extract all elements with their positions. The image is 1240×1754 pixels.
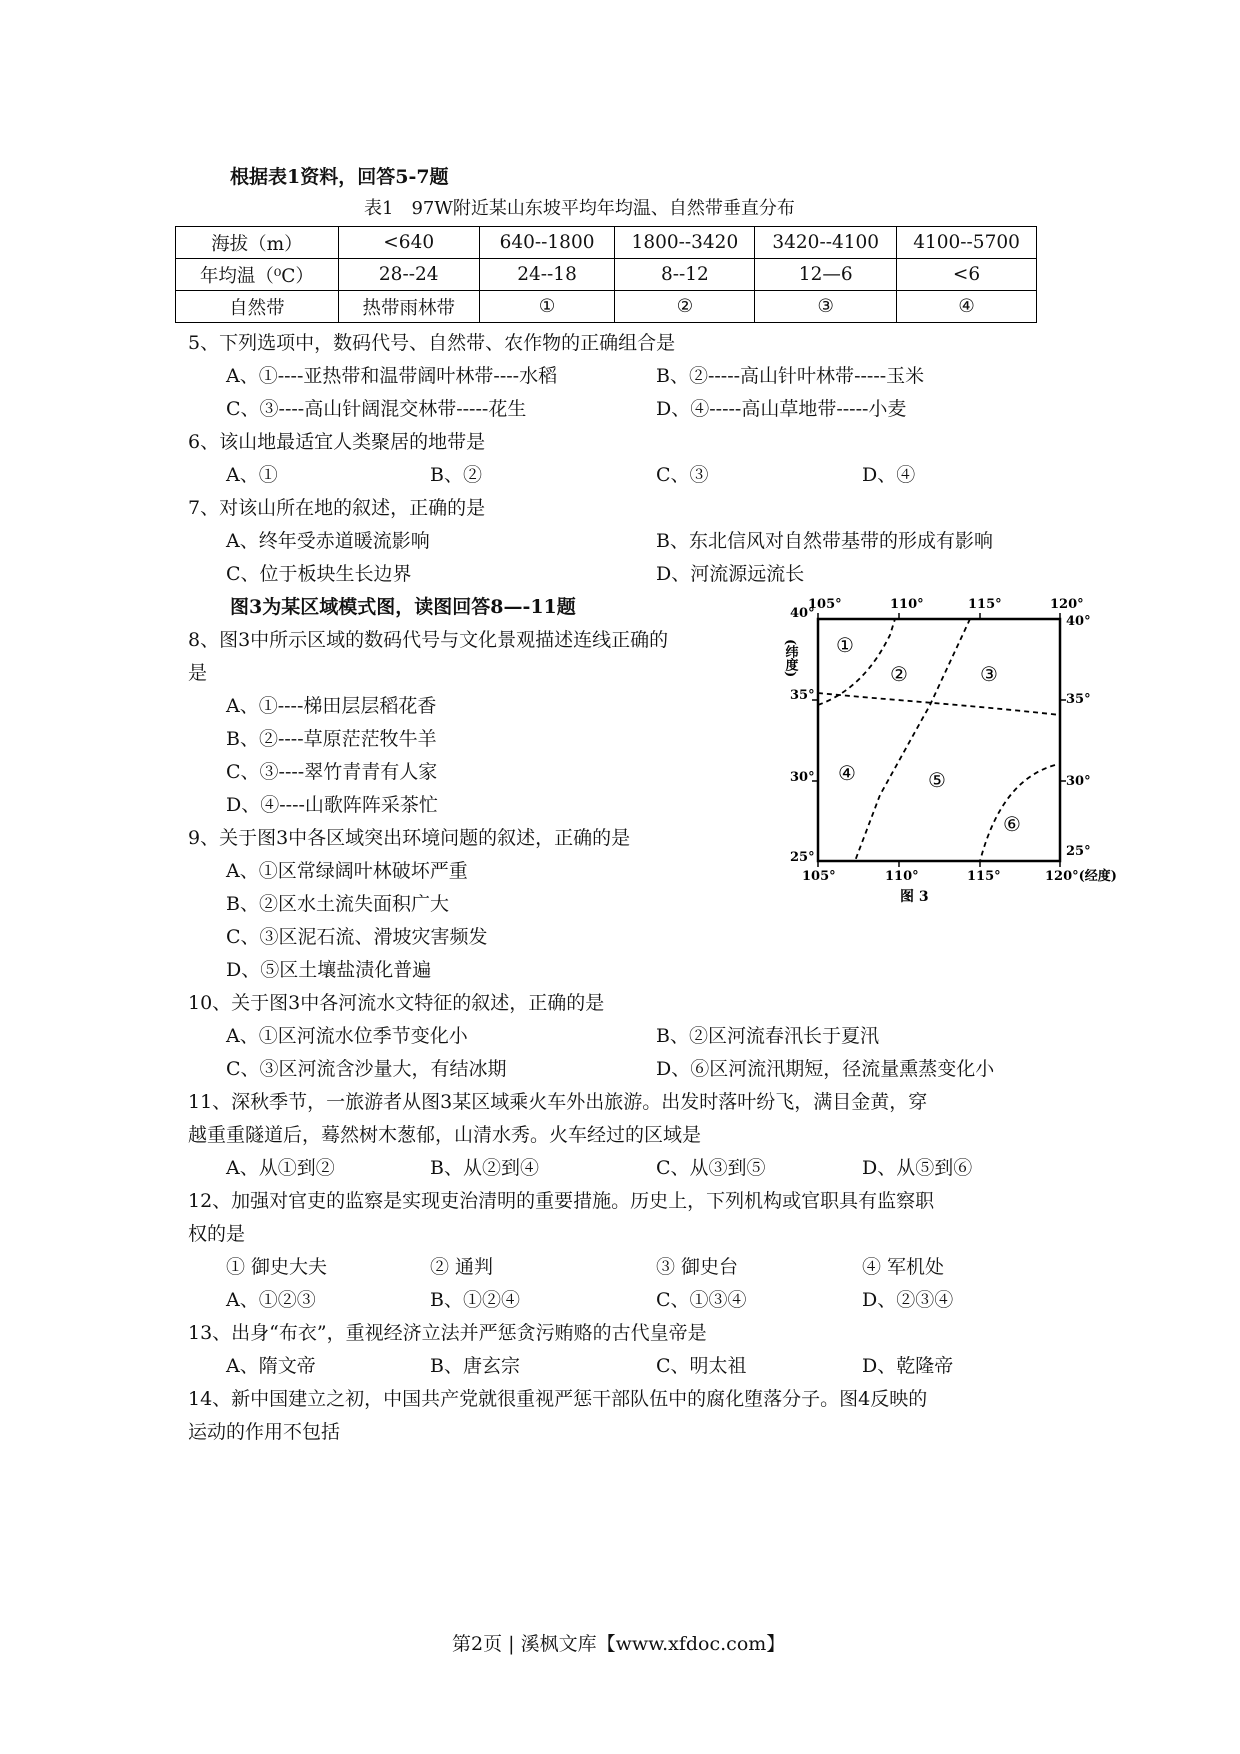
question-stem-cont: 越重重隧道后，蓦然树木葱郁，山清水秀。火车经过的区域是 xyxy=(188,1124,702,1146)
option-a: A、①----梯田层层稻花香 xyxy=(226,695,437,717)
tick-label: 115° xyxy=(967,869,1001,884)
question-stem: 7、对该山所在地的叙述，正确的是 xyxy=(188,497,486,519)
tick-label: 40° xyxy=(1066,614,1091,629)
table-cell: <640 xyxy=(338,227,479,259)
tick-label: 120° xyxy=(1050,597,1084,612)
table-cell: 24--18 xyxy=(479,259,615,291)
tick-label: 40° xyxy=(790,606,815,621)
tick-label: 105° xyxy=(808,597,842,612)
table-cell: 12—6 xyxy=(755,259,897,291)
map-frame xyxy=(818,619,1060,861)
section-title: 根据表1资料，回答5-7题 xyxy=(230,166,449,188)
question-stem: 5、下列选项中，数码代号、自然带、农作物的正确组合是 xyxy=(188,332,676,354)
question-stem: 8、图3中所示区域的数码代号与文化景观描述连线正确的 xyxy=(188,629,669,651)
question-stem: 11、深秋季节，一旅游者从图3某区域乘火车外出旅游。出发时落叶纷飞，满目金黄，穿 xyxy=(188,1091,928,1113)
option-c: C、①③④ xyxy=(656,1289,747,1311)
tick-label: 25° xyxy=(790,850,815,865)
tick-label: 115° xyxy=(968,597,1002,612)
tick-label: 110° xyxy=(885,869,919,884)
question-stem: 6、该山地最适宜人类聚居的地带是 xyxy=(188,431,486,453)
item-4: ④ 军机处 xyxy=(862,1256,945,1278)
item-2: ② 通判 xyxy=(430,1256,494,1278)
table-cell: 640--1800 xyxy=(479,227,615,259)
page-footer: 第2页 | 溪枫文库【www.xfdoc.com】 xyxy=(452,1633,786,1655)
option-c: C、③----翠竹青青有人家 xyxy=(226,761,438,783)
question-stem: 9、关于图3中各区域突出环境问题的叙述，正确的是 xyxy=(188,827,631,849)
table-cell: <6 xyxy=(897,259,1037,291)
table-cell: ④ xyxy=(897,291,1037,323)
tick-label: 30° xyxy=(790,770,815,785)
option-b: B、②区河流春汛长于夏汛 xyxy=(656,1025,879,1047)
tick-label: 35° xyxy=(1066,692,1091,707)
item-3: ③ 御史台 xyxy=(656,1256,739,1278)
region-label: ① xyxy=(836,633,854,657)
option-b: B、东北信风对自然带基带的形成有影响 xyxy=(656,530,993,552)
option-c: C、明太祖 xyxy=(656,1355,747,1377)
option-c: C、③----高山针阔混交林带-----花生 xyxy=(226,398,527,420)
option-a: A、①----亚热带和温带阔叶林带----水稻 xyxy=(226,365,558,387)
option-d: D、⑥区河流汛期短，径流量熏蒸变化小 xyxy=(656,1058,995,1080)
table-cell: 4100--5700 xyxy=(897,227,1037,259)
boundary-line xyxy=(855,619,970,861)
question-stem: 14、新中国建立之初，中国共产党就很重视严惩干部队伍中的腐化堕落分子。图4反映的 xyxy=(188,1388,928,1410)
option-b: B、从②到④ xyxy=(430,1157,539,1179)
option-b: B、②区水土流失面积广大 xyxy=(226,893,449,915)
table-row xyxy=(176,227,1037,259)
table-row xyxy=(176,259,1037,291)
region-label: ④ xyxy=(838,761,856,785)
option-a: A、从①到② xyxy=(226,1157,335,1179)
tick-label: 25° xyxy=(1066,844,1091,859)
region-label: ⑥ xyxy=(1003,812,1021,836)
option-d: D、④-----高山草地带-----小麦 xyxy=(656,398,907,420)
item-1: ① 御史大夫 xyxy=(226,1256,328,1278)
tick-label: 35° xyxy=(790,688,815,703)
question-stem-cont: 运动的作用不包括 xyxy=(188,1421,341,1443)
table-cell: 28--24 xyxy=(338,259,479,291)
question-stem-cont: 是 xyxy=(188,662,208,684)
tick-label: 30° xyxy=(1066,774,1091,789)
region-map xyxy=(770,595,1130,905)
option-a: A、终年受赤道暖流影响 xyxy=(226,530,430,552)
table-cell: ① xyxy=(479,291,615,323)
option-c: C、③区河流含沙量大，有结冰期 xyxy=(226,1058,507,1080)
table-cell: 海拔（m） xyxy=(176,227,339,259)
option-b: B、①②④ xyxy=(430,1289,520,1311)
option-a: A、① xyxy=(226,464,278,486)
option-d: D、⑤区土壤盐渍化普遍 xyxy=(226,959,432,981)
table-cell: 自然带 xyxy=(176,291,339,323)
option-d: D、乾隆帝 xyxy=(862,1355,954,1377)
region-boundaries xyxy=(818,619,1060,861)
option-b: B、②-----高山针叶林带-----玉米 xyxy=(656,365,925,387)
option-a: A、①区河流水位季节变化小 xyxy=(226,1025,468,1047)
option-c: C、③ xyxy=(656,464,709,486)
table-cell: 热带雨林带 xyxy=(338,291,479,323)
table-cell: 3420--4100 xyxy=(755,227,897,259)
option-c: C、③区泥石流、滑坡灾害频发 xyxy=(226,926,488,948)
question-stem: 13、出身“布衣”，重视经济立法并严惩贪污贿赂的古代皇帝是 xyxy=(188,1322,707,1344)
region-map-figure xyxy=(770,595,1130,905)
table-cell: 1800--3420 xyxy=(615,227,755,259)
table-row xyxy=(176,291,1037,323)
region-label: ② xyxy=(890,662,908,686)
option-b: B、② xyxy=(430,464,482,486)
region-label: ③ xyxy=(980,662,998,686)
boundary-line xyxy=(818,619,895,705)
figure-caption: 图 3 xyxy=(900,889,929,905)
latitude-label: (纬度) xyxy=(782,639,798,678)
table-cell: 年均温（⁰C） xyxy=(176,259,339,291)
tick-label: 105° xyxy=(802,869,836,884)
table-cell: ③ xyxy=(755,291,897,323)
option-d: D、②③④ xyxy=(862,1289,954,1311)
section-title: 图3为某区域模式图，读图回答8—-11题 xyxy=(230,596,576,618)
boundary-line xyxy=(818,693,1060,715)
question-stem: 10、关于图3中各河流水文特征的叙述，正确的是 xyxy=(188,992,605,1014)
option-a: A、①②③ xyxy=(226,1289,316,1311)
option-d: D、④----山歌阵阵采茶忙 xyxy=(226,794,438,816)
data-table xyxy=(175,226,1037,323)
option-d: D、从⑤到⑥ xyxy=(862,1157,973,1179)
option-a: A、①区常绿阔叶林破坏严重 xyxy=(226,860,468,882)
option-a: A、隋文帝 xyxy=(226,1355,316,1377)
table-cell: 8--12 xyxy=(615,259,755,291)
tick-label: 110° xyxy=(890,597,924,612)
question-stem: 12、加强对官吏的监察是实现吏治清明的重要措施。历史上，下列机构或官职具有监察职 xyxy=(188,1190,935,1212)
option-c: C、从③到⑤ xyxy=(656,1157,766,1179)
region-label: ⑤ xyxy=(928,768,946,792)
option-c: C、位于板块生长边界 xyxy=(226,563,412,585)
option-b: B、②----草原茫茫牧牛羊 xyxy=(226,728,437,750)
option-d: D、④ xyxy=(862,464,916,486)
option-b: B、唐玄宗 xyxy=(430,1355,520,1377)
question-stem-cont: 权的是 xyxy=(188,1223,246,1245)
option-d: D、河流源远流长 xyxy=(656,563,805,585)
table-caption: 表1 97W附近某山东坡平均年均温、自然带垂直分布 xyxy=(364,198,795,219)
tick-label: 120°(经度) xyxy=(1045,869,1117,884)
table-cell: ② xyxy=(615,291,755,323)
